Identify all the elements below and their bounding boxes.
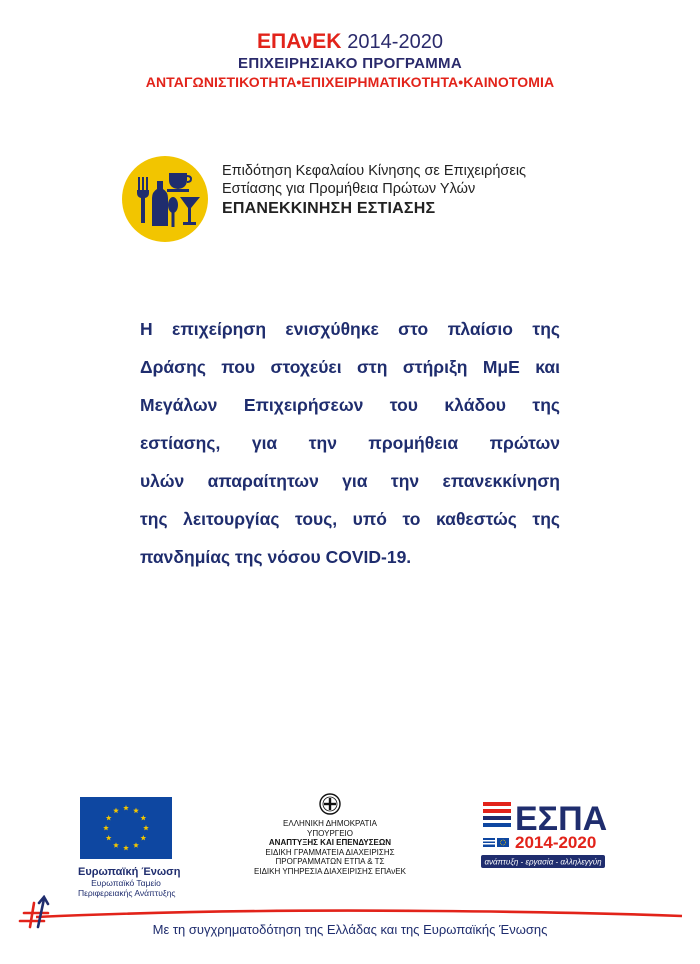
main-statement — [140, 310, 560, 576]
statement-line: εστίασης, για την προμήθεια πρώτων — [140, 433, 560, 453]
statement-line: της λειτουργίας τους, υπό το καθεστώς της — [140, 509, 560, 529]
gov-line-4: ΕΙΔΙΚΗ ΓΡΑΜΜΑΤΕΙΑ ΔΙΑΧΕΙΡΙΣΗΣ — [265, 847, 395, 857]
program-type: ΕΠΙΧΕΙΡΗΣΙΑΚΟ ΠΡΟΓΡΑΜΜΑ — [238, 55, 462, 72]
action-title: ΕΠΑΝΕΚΚΙΝΗΣΗ ΕΣΤΙΑΣΗΣ — [222, 200, 436, 217]
action-description — [222, 162, 526, 220]
eu-flag-icon — [80, 797, 172, 859]
gov-line-2: ΥΠΟΥΡΓΕΙΟ — [307, 828, 353, 838]
espa-logo-icon — [479, 792, 607, 874]
espa-name: ΕΣΠΑ — [515, 800, 607, 838]
eu-name: Ευρωπαϊκή Ένωση — [78, 866, 181, 878]
cofinancing-footer: Με τη συγχρηματοδότηση της Ελλάδας και της Ευρωπαϊκής Ένωσης — [152, 922, 548, 937]
statement-line: πανδημίας της νόσου COVID-19. — [140, 547, 412, 567]
program-header-title — [0, 30, 700, 54]
espa-logo-block — [479, 792, 609, 879]
statement-line: Μεγάλων Επιχειρήσεων του κλάδου της — [140, 395, 560, 415]
statement-line: Η επιχείρηση ενισχύθηκε στο πλαίσιο της — [140, 319, 560, 339]
restaurant-utensils-logo-icon — [121, 155, 209, 243]
eu-fund-line-2: Περιφερειακής Ανάπτυξης — [78, 888, 176, 898]
greek-coat-of-arms-icon — [319, 793, 341, 815]
program-years: 2014-2020 — [347, 31, 443, 53]
program-axes: ΑΝΤΑΓΩΝΙΣΤΙΚΟΤΗΤΑ•ΕΠΙΧΕΙΡΗΜΑΤΙΚΟΤΗΤΑ•ΚΑΙΝΟΤΟΜΙΑ — [145, 74, 555, 90]
gov-line-5: ΠΡΟΓΡΑΜΜΑΤΩΝ ΕΤΠΑ & ΤΣ — [275, 857, 385, 866]
espa-years: 2014-2020 — [515, 833, 597, 852]
gov-line-1: ΕΛΛΗΝΙΚΗ ΔΗΜΟΚΡΑΤΙΑ — [283, 819, 377, 828]
statement-line: Δράσης που στοχεύει στη στήριξη ΜμΕ και — [140, 357, 560, 377]
action-line-2: Εστίασης για Προμήθεια Πρώτων Υλών — [222, 181, 476, 197]
greek-government-block — [240, 793, 420, 876]
eu-fund-line-1: Ευρωπαϊκό Ταμείο — [91, 878, 161, 888]
program-name: ΕΠΑνΕΚ — [257, 30, 342, 53]
action-line-1: Επιδότηση Κεφαλαίου Κίνησης σε Επιχειρήσεις — [222, 163, 527, 179]
espa-tagline: ανάπτυξη - εργασία - αλληλεγγύη — [484, 857, 602, 867]
eu-logo-block — [78, 797, 188, 898]
statement-line: υλών απαραίτητων για την επανεκκίνηση — [140, 471, 560, 491]
gov-line-6: ΕΙΔΙΚΗ ΥΠΗΡΕΣΙΑ ΔΙΑΧΕΙΡΙΣΗΣ ΕΠΑνΕΚ — [254, 866, 406, 876]
gov-line-3: ΑΝΑΠΤΥΞΗΣ ΚΑΙ ΕΠΕΝΔΥΣΕΩΝ — [268, 838, 392, 847]
